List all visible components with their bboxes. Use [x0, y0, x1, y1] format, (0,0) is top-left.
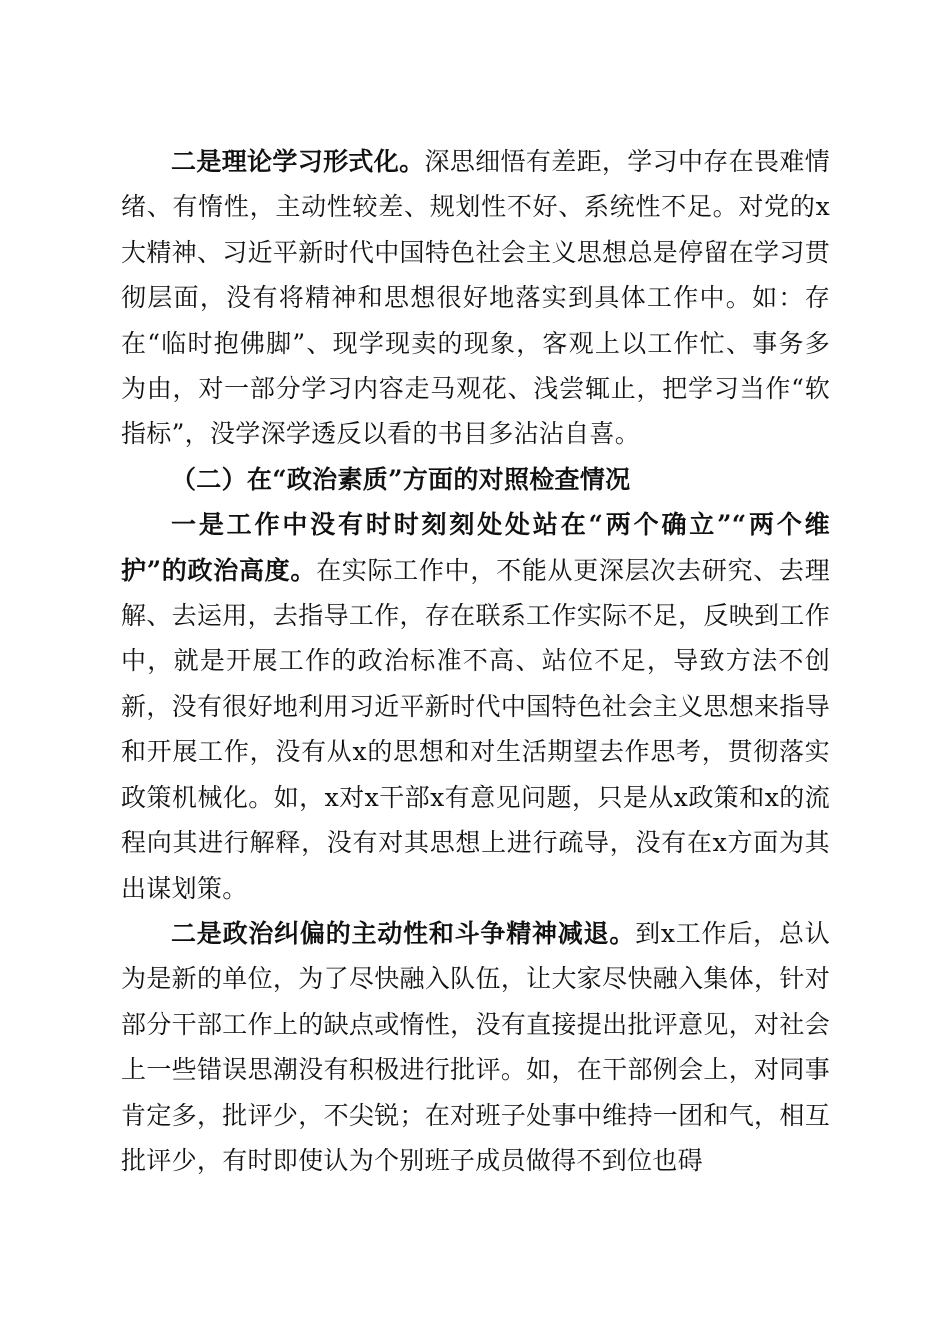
- paragraph-theory-study: [121, 139, 830, 457]
- paragraph-text: 在实际工作中，不能从更深层次去研究、去理解、去运用，去指导工作，存在联系工作实际不足，反映到工作中，就是开展工作的政治标准不高、站位不足，导致方法不创新，没有很好地利用习近平新时代中国特色社会主义思想来指导和开展工作，没有从x的思想和对生活期望去作思考，贯彻落实政策机械化。如，x对x干部x有意见问题，只是从x政策和x的流程向其进行解释，没有对其思想上进行疏导，没有在x方面为其出谋划策。: [121, 555, 830, 903]
- paragraph-lead: 二是政治纠偏的主动性和斗争精神减退。: [171, 918, 636, 948]
- paragraph-text: 深思细悟有差距，学习中存在畏难情绪、有惰性，主动性较差、规划性不好、系统性不足。对党的x大精神、习近平新时代中国特色社会主义思想总是停留在学习贯彻层面，没有将精神和思想很好地落实到具体工作中。如：存在“临时抱佛脚”、现学现卖的现象，客观上以工作忙、事务多为由，对一部分学习内容走马观花、浅尝辄止，把学习当作“软指标”，没学深学透反以看的书目多沾沾自喜。: [121, 147, 830, 449]
- document-body: [121, 139, 830, 1183]
- section-heading: （二）在“政治素质”方面的对照检查情况: [171, 464, 631, 494]
- paragraph-text: 到x工作后，总认为是新的单位，为了尽快融入队伍，让大家尽快融入集体，针对部分干部工作上的缺点或惰性，没有直接提出批评意见，对社会上一些错误思潮没有积极进行批评。如，在干部例会上，对同事肯定多，批评少，不尖锐；在对班子处事中维持一团和气，相互批评少，有时即使认为个别班子成员做得不到位也碍: [121, 918, 830, 1175]
- paragraph-lead: 一是工作中没有时时刻刻处处站在“两个确立”“两个维护”的政治高度。: [121, 510, 830, 585]
- paragraph-lead: 二是理论学习形式化。: [171, 147, 425, 176]
- paragraph-political-height: [121, 502, 830, 911]
- paragraph-political-correction: [121, 911, 830, 1183]
